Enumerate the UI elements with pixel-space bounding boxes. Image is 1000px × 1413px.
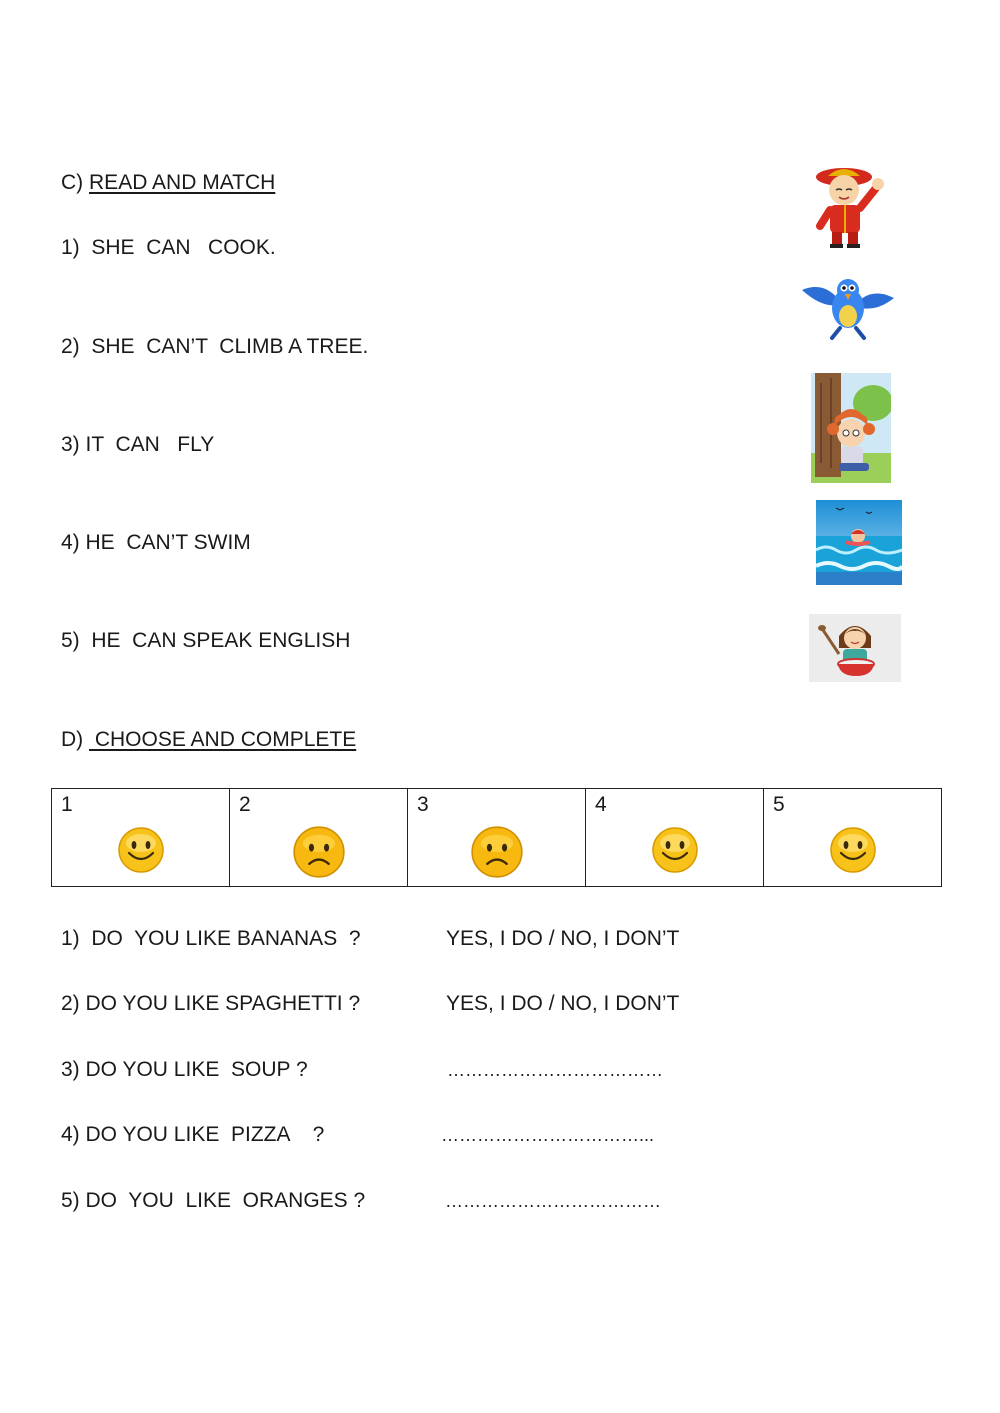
faces-cell-2 <box>230 789 408 887</box>
cell-number: 4 <box>595 793 607 816</box>
section-c-prefix: C) <box>61 171 84 194</box>
question-3: 3) DO YOU LIKE SOUP ? <box>61 1058 308 1081</box>
chinese-boy-image <box>806 160 896 250</box>
faces-cell-5 <box>764 789 942 887</box>
question-5: 5) DO YOU LIKE ORANGES ? <box>61 1189 366 1212</box>
question-1: 1) DO YOU LIKE BANANAS ? <box>61 927 361 950</box>
section-c-heading <box>61 170 275 196</box>
answer-line-3[interactable]: ……………………………… <box>447 1060 663 1080</box>
cell-number: 5 <box>773 793 785 816</box>
answer-2: YES, I DO / NO, I DON’T <box>446 992 680 1015</box>
cell-number: 1 <box>61 793 73 816</box>
sentence-1: 1) SHE CAN COOK. <box>61 236 276 259</box>
answer-line-4[interactable]: ……………………………... <box>441 1125 655 1145</box>
sentence-4: 4) HE CAN’T SWIM <box>61 531 251 554</box>
happy-face-icon <box>116 825 166 875</box>
section-d-title: CHOOSE AND COMPLETE <box>89 728 357 751</box>
girl-under-tree-image <box>811 373 891 483</box>
sad-face-icon <box>470 825 524 879</box>
boy-swimming-image <box>816 500 902 585</box>
cell-number: 2 <box>239 793 251 816</box>
answer-1: YES, I DO / NO, I DON’T <box>446 927 680 950</box>
flying-bird-image <box>796 270 898 340</box>
happy-face-icon <box>650 825 700 875</box>
faces-cell-4 <box>586 789 764 887</box>
question-2: 2) DO YOU LIKE SPAGHETTI ? <box>61 992 361 1015</box>
question-4: 4) DO YOU LIKE PIZZA ? <box>61 1123 325 1146</box>
faces-table <box>51 788 942 887</box>
section-c-title: READ AND MATCH <box>89 171 276 194</box>
faces-cell-1 <box>52 789 230 887</box>
cell-number: 3 <box>417 793 429 816</box>
sentence-2: 2) SHE CAN’T CLIMB A TREE. <box>61 335 369 358</box>
sentence-5: 5) HE CAN SPEAK ENGLISH <box>61 629 351 652</box>
girl-cooking-image <box>809 614 901 682</box>
answer-line-5[interactable]: ……………………………… <box>445 1191 661 1211</box>
happy-face-icon <box>828 825 878 875</box>
sad-face-icon <box>292 825 346 879</box>
section-d-prefix: D) <box>61 728 84 751</box>
section-d-heading <box>61 727 356 753</box>
faces-cell-3 <box>408 789 586 887</box>
sentence-3: 3) IT CAN FLY <box>61 433 215 456</box>
